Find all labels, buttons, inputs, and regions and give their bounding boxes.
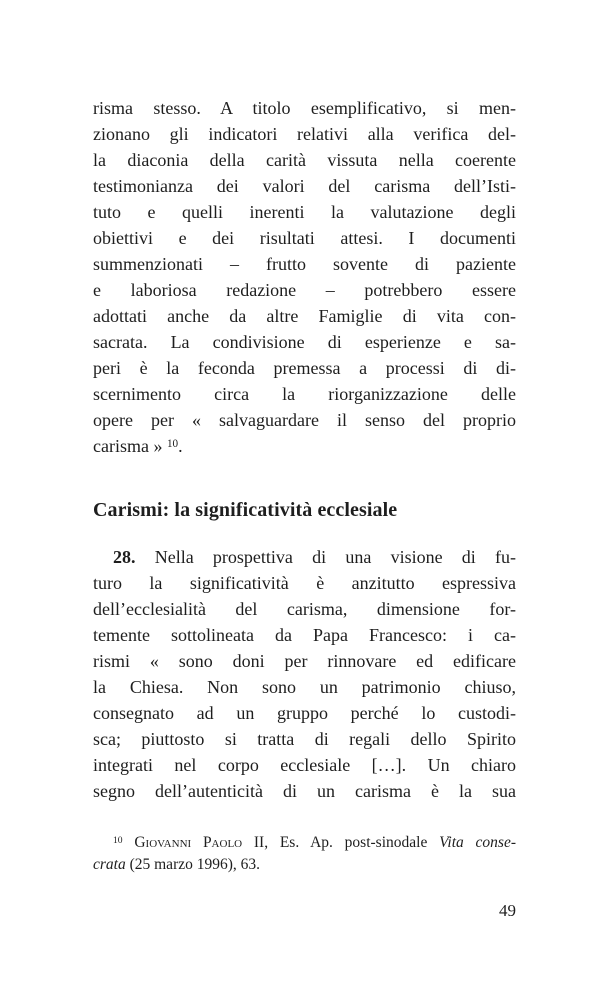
text-line: testimonianza dei valori del carisma dell’Isti-	[93, 176, 516, 196]
section-heading: Carismi: la significatività ecclesiale	[93, 499, 398, 521]
paragraph-continuation	[93, 95, 516, 459]
text-line: rismi « sono doni per rinnovare ed edificare	[93, 651, 516, 671]
text-line: peri è la feconda premessa a processi di di-	[93, 358, 516, 378]
text-line: turo la significatività è anzitutto espressiva	[93, 573, 516, 593]
text-line: tuto e quelli inerenti la valutazione degli	[93, 202, 516, 222]
paragraph-28	[93, 544, 516, 804]
text-line: e laboriosa redazione – potrebbero essere	[93, 280, 516, 300]
text-line: integrati nel corpo ecclesiale […]. Un chiaro	[93, 755, 516, 775]
text-line: consegnato ad un gruppo perché lo custodi-	[93, 703, 516, 723]
footnote	[93, 832, 516, 876]
text-line: sca; piuttosto si tratta di regali dello Spirito	[93, 729, 516, 749]
text-line: $^{10}$ Giovanni Paolo II, Es. Ap. post-sinodale Vita conse-	[113, 834, 516, 851]
text-line: temente sottolineata da Papa Francesco: i ca-	[93, 625, 516, 645]
text-line: segno dell’autenticità di un carisma è la sua	[93, 781, 516, 801]
text-line: crata (25 marzo 1996), 63.	[93, 856, 261, 873]
text-line: la Chiesa. Non sono un patrimonio chiuso,	[93, 677, 516, 697]
text-line: risma stesso. A titolo esemplificativo, si men-	[93, 98, 516, 118]
text-line: obiettivi e dei risultati attesi. I documenti	[93, 228, 516, 248]
text-line: scernimento circa la riorganizzazione delle	[93, 384, 516, 404]
text-block	[93, 95, 516, 922]
page-number: 49	[499, 901, 516, 920]
text-line: summenzionati – frutto sovente di paziente	[93, 254, 516, 274]
text-line: dell’ecclesialità del carisma, dimensione for-	[93, 599, 516, 619]
text-line: adottati anche da altre Famiglie di vita con-	[93, 306, 516, 326]
text-line: sacrata. La condivisione di esperienze e sa-	[93, 332, 516, 352]
text-line: carisma » $^{10}$.	[93, 436, 183, 456]
text-line: zionano gli indicatori relativi alla verifica del-	[93, 124, 516, 144]
text-line: opere per « salvaguardare il senso del proprio	[93, 410, 516, 430]
text-line: la diaconia della carità vissuta nella coerente	[93, 150, 516, 170]
text-line: 28. Nella prospettiva di una visione di fu-	[113, 547, 516, 567]
